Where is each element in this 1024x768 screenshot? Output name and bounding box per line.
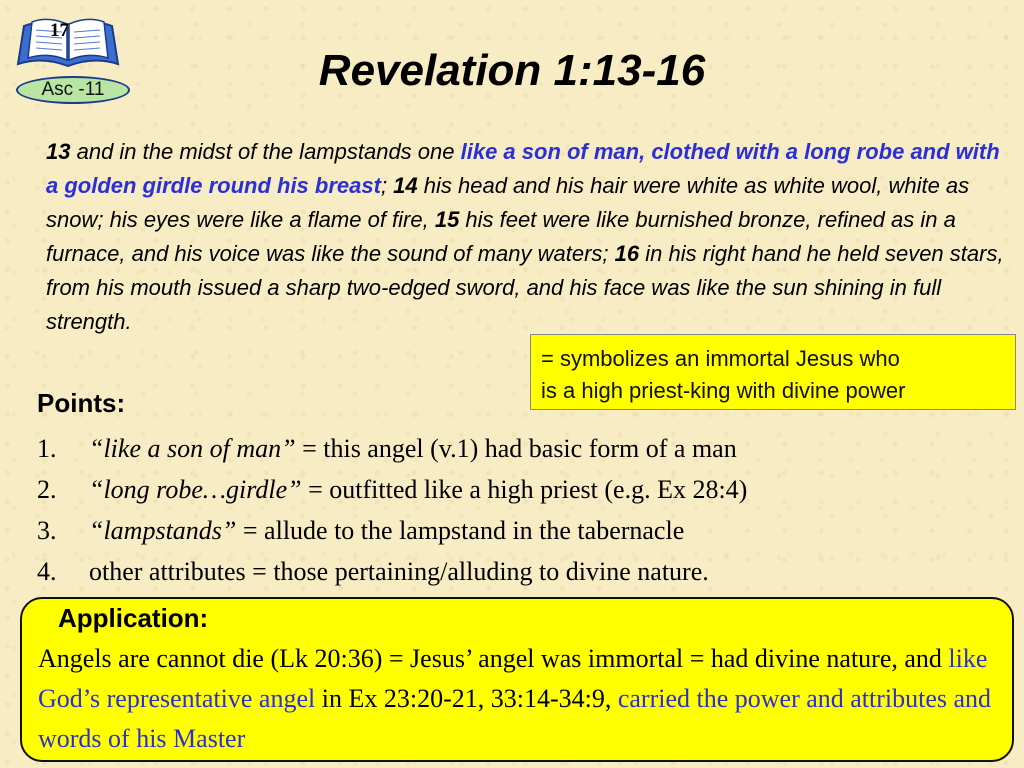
application-heading: Application: — [58, 603, 209, 633]
asc-badge: Asc -11 — [16, 76, 130, 104]
item-text: other attributes = those pertaining/alluding to divine nature. — [89, 557, 709, 586]
slide-number: 17 — [50, 20, 69, 41]
list-item — [37, 428, 997, 469]
application-text-run: Angels are cannot die (Lk 20:36) = Jesus’ angel was immortal = had divine nature, and — [38, 644, 949, 673]
item-text: = this angel (v.1) had basic form of a man — [295, 434, 737, 463]
scripture-passage — [46, 135, 1006, 339]
list-item — [37, 469, 997, 510]
passage-highlight: like a son of man, clothed with a long robe and with a golden girdle round his breast — [46, 139, 1000, 198]
item-number: 2. — [37, 475, 57, 504]
list-item — [37, 510, 997, 551]
item-quote: “like a son of man” — [89, 434, 296, 463]
passage-text: his feet were like burnished bronze, refined as in a furnace, and his voice was like the sound of many waters; — [46, 207, 956, 266]
callout-line: = symbolizes an immortal Jesus who — [541, 346, 900, 371]
verse-number: 16 — [614, 241, 640, 266]
symbol-callout — [530, 334, 1016, 410]
points-list — [37, 428, 997, 592]
application-text — [38, 639, 998, 759]
application-text-run: in Ex 23:20-21, 33:14-34:9, — [315, 684, 618, 713]
passage-text: his head and his hair were white as white wool, white as snow; his eyes were like a flame of fire, — [46, 173, 970, 232]
application-highlight: carried the power and attributes and words of his Master — [38, 684, 992, 753]
points-heading: Points: — [37, 388, 126, 418]
item-number: 1. — [37, 434, 57, 463]
application-highlight: like God’s representative angel — [38, 644, 988, 713]
item-number: 3. — [37, 516, 57, 545]
verse-number: 13 — [46, 139, 71, 164]
item-text: = allude to the lampstand in the tabernacle — [236, 516, 685, 545]
callout-line: is a high priest-king with divine power — [541, 378, 906, 403]
item-number: 4. — [37, 557, 57, 586]
item-quote: “lampstands” — [89, 516, 237, 545]
item-quote: “long robe…girdle” — [89, 475, 302, 504]
verse-number: 14 — [393, 173, 418, 198]
passage-text: in his right hand he held seven stars, from his mouth issued a sharp two-edged sword, and his face was like the sun shining in full strength. — [46, 241, 1004, 334]
passage-text: ; — [380, 173, 394, 198]
list-item — [37, 551, 997, 592]
passage-text: and in the midst of the lampstands one — [70, 139, 461, 164]
page-title: Revelation 1:13-16 — [318, 46, 706, 95]
application-box — [20, 597, 1014, 762]
item-text: = outfitted like a high priest (e.g. Ex 28:4) — [301, 475, 748, 504]
verse-number: 15 — [434, 207, 460, 232]
